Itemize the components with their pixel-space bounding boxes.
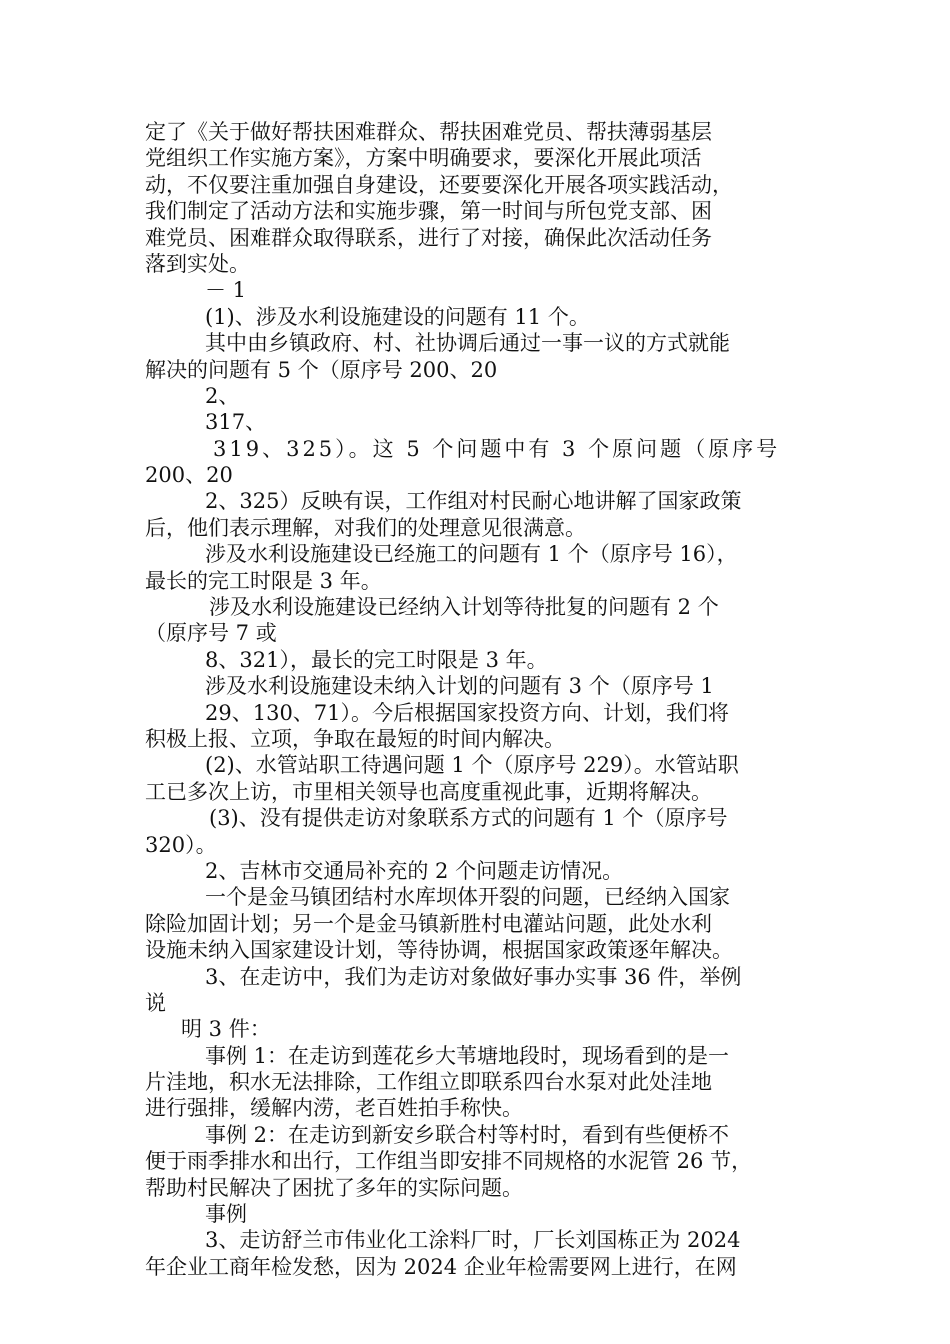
- text-line: 片洼地，积水无法排除，工作组立即联系四台水泵对此处洼地: [145, 1070, 712, 1095]
- text-line: 200、20: [145, 463, 233, 488]
- text-line: 党组织工作实施方案》，方案中明确要求，要深化开展此项活: [145, 146, 702, 171]
- text-line: 设施未纳入国家建设计划，等待协调，根据国家政策逐年解决。: [145, 938, 733, 963]
- text-line: 明 3 件：: [181, 1017, 271, 1042]
- text-line: 320）。: [145, 832, 217, 857]
- text-line: 事例 2：在走访到新安乡联合村等村时，看到有些便桥不: [205, 1122, 730, 1147]
- text-line: 2、325）反映有误，工作组对村民耐心地讲解了国家政策: [205, 489, 742, 514]
- text-line: (3)、没有提供走访对象联系方式的问题有 1 个（原序号: [209, 806, 728, 831]
- text-line: 难党员、困难群众取得联系，进行了对接，确保此次活动任务: [145, 225, 712, 250]
- text-line: 后，他们表示理解，对我们的处理意见很满意。: [145, 515, 586, 540]
- text-line: 其中由乡镇政府、村、社协调后通过一事一议的方式就能: [205, 331, 730, 356]
- text-line: 8、321），最长的完工时限是 3 年。: [205, 647, 548, 672]
- text-line: 积极上报、立项，争取在最短的时间内解决。: [145, 726, 565, 751]
- page-number: － 1: [205, 278, 247, 303]
- text-line: (2)、水管站职工待遇问题 1 个（原序号 229）。水管站职: [205, 753, 739, 778]
- text-line: 涉及水利设施建设已经施工的问题有 1 个（原序号 16），: [205, 542, 738, 567]
- text-line: 年企业工商年检发愁，因为 2024 企业年检需要网上进行，在网: [145, 1254, 737, 1279]
- text-line: 2、: [205, 383, 240, 408]
- text-line: 涉及水利设施建设已经纳入计划等待批复的问题有 2 个: [209, 595, 719, 620]
- text-line: 落到实处。: [145, 251, 250, 276]
- text-line: 3、走访舒兰市伟业化工涂料厂时，厂长刘国栋正为 2024: [205, 1228, 741, 1253]
- text-line: 317、: [205, 410, 267, 435]
- text-line: 动，不仅要注重加强自身建设，还要要深化开展各项实践活动，: [145, 172, 733, 197]
- document-body: [145, 119, 810, 1280]
- text-line: 涉及水利设施建设未纳入计划的问题有 3 个（原序号 1: [205, 674, 714, 699]
- text-line: 帮助村民解决了困扰了多年的实际问题。: [145, 1175, 523, 1200]
- text-line: 29、130、71）。今后根据国家投资方向、计划，我们将: [205, 700, 730, 725]
- text-line: 说: [145, 990, 166, 1015]
- text-line: 解决的问题有 5 个（原序号 200、20: [145, 357, 498, 382]
- text-line: 最长的完工时限是 3 年。: [145, 568, 382, 593]
- text-line: 3、在走访中，我们为走访对象做好事办实事 36 件，举例: [205, 964, 742, 989]
- text-line: (1)、涉及水利设施建设的问题有 11 个。: [205, 304, 590, 329]
- text-line: 工已多次上访，市里相关领导也高度重视此事，近期将解决。: [145, 779, 712, 804]
- text-line: 便于雨季排水和出行，工作组当即安排不同规格的水泥管 26 节，: [145, 1149, 753, 1174]
- text-line: 除险加固计划；另一个是金马镇新胜村电灌站问题，此处水利: [145, 911, 712, 936]
- text-line: 定了《关于做好帮扶困难群众、帮扶困难党员、帮扶薄弱基层: [145, 120, 712, 144]
- text-line: 一个是金马镇团结村水库坝体开裂的问题，已经纳入国家: [205, 885, 730, 910]
- text-line: 进行强排，缓解内涝，老百姓拍手称快。: [145, 1096, 523, 1121]
- text-line: 我们制定了活动方法和实施步骤，第一时间与所包党支部、困: [145, 199, 712, 224]
- text-line: 事例: [205, 1202, 247, 1227]
- text-line: 事例 1：在走访到莲花乡大苇塘地段时，现场看到的是一: [205, 1043, 730, 1068]
- text-line: （原序号 7 或: [145, 621, 277, 646]
- text-line: 319、325）。这 5 个问题中有 3 个原问题（原序号: [213, 436, 781, 461]
- text-line: 2、吉林市交通局补充的 2 个问题走访情况。: [205, 858, 624, 883]
